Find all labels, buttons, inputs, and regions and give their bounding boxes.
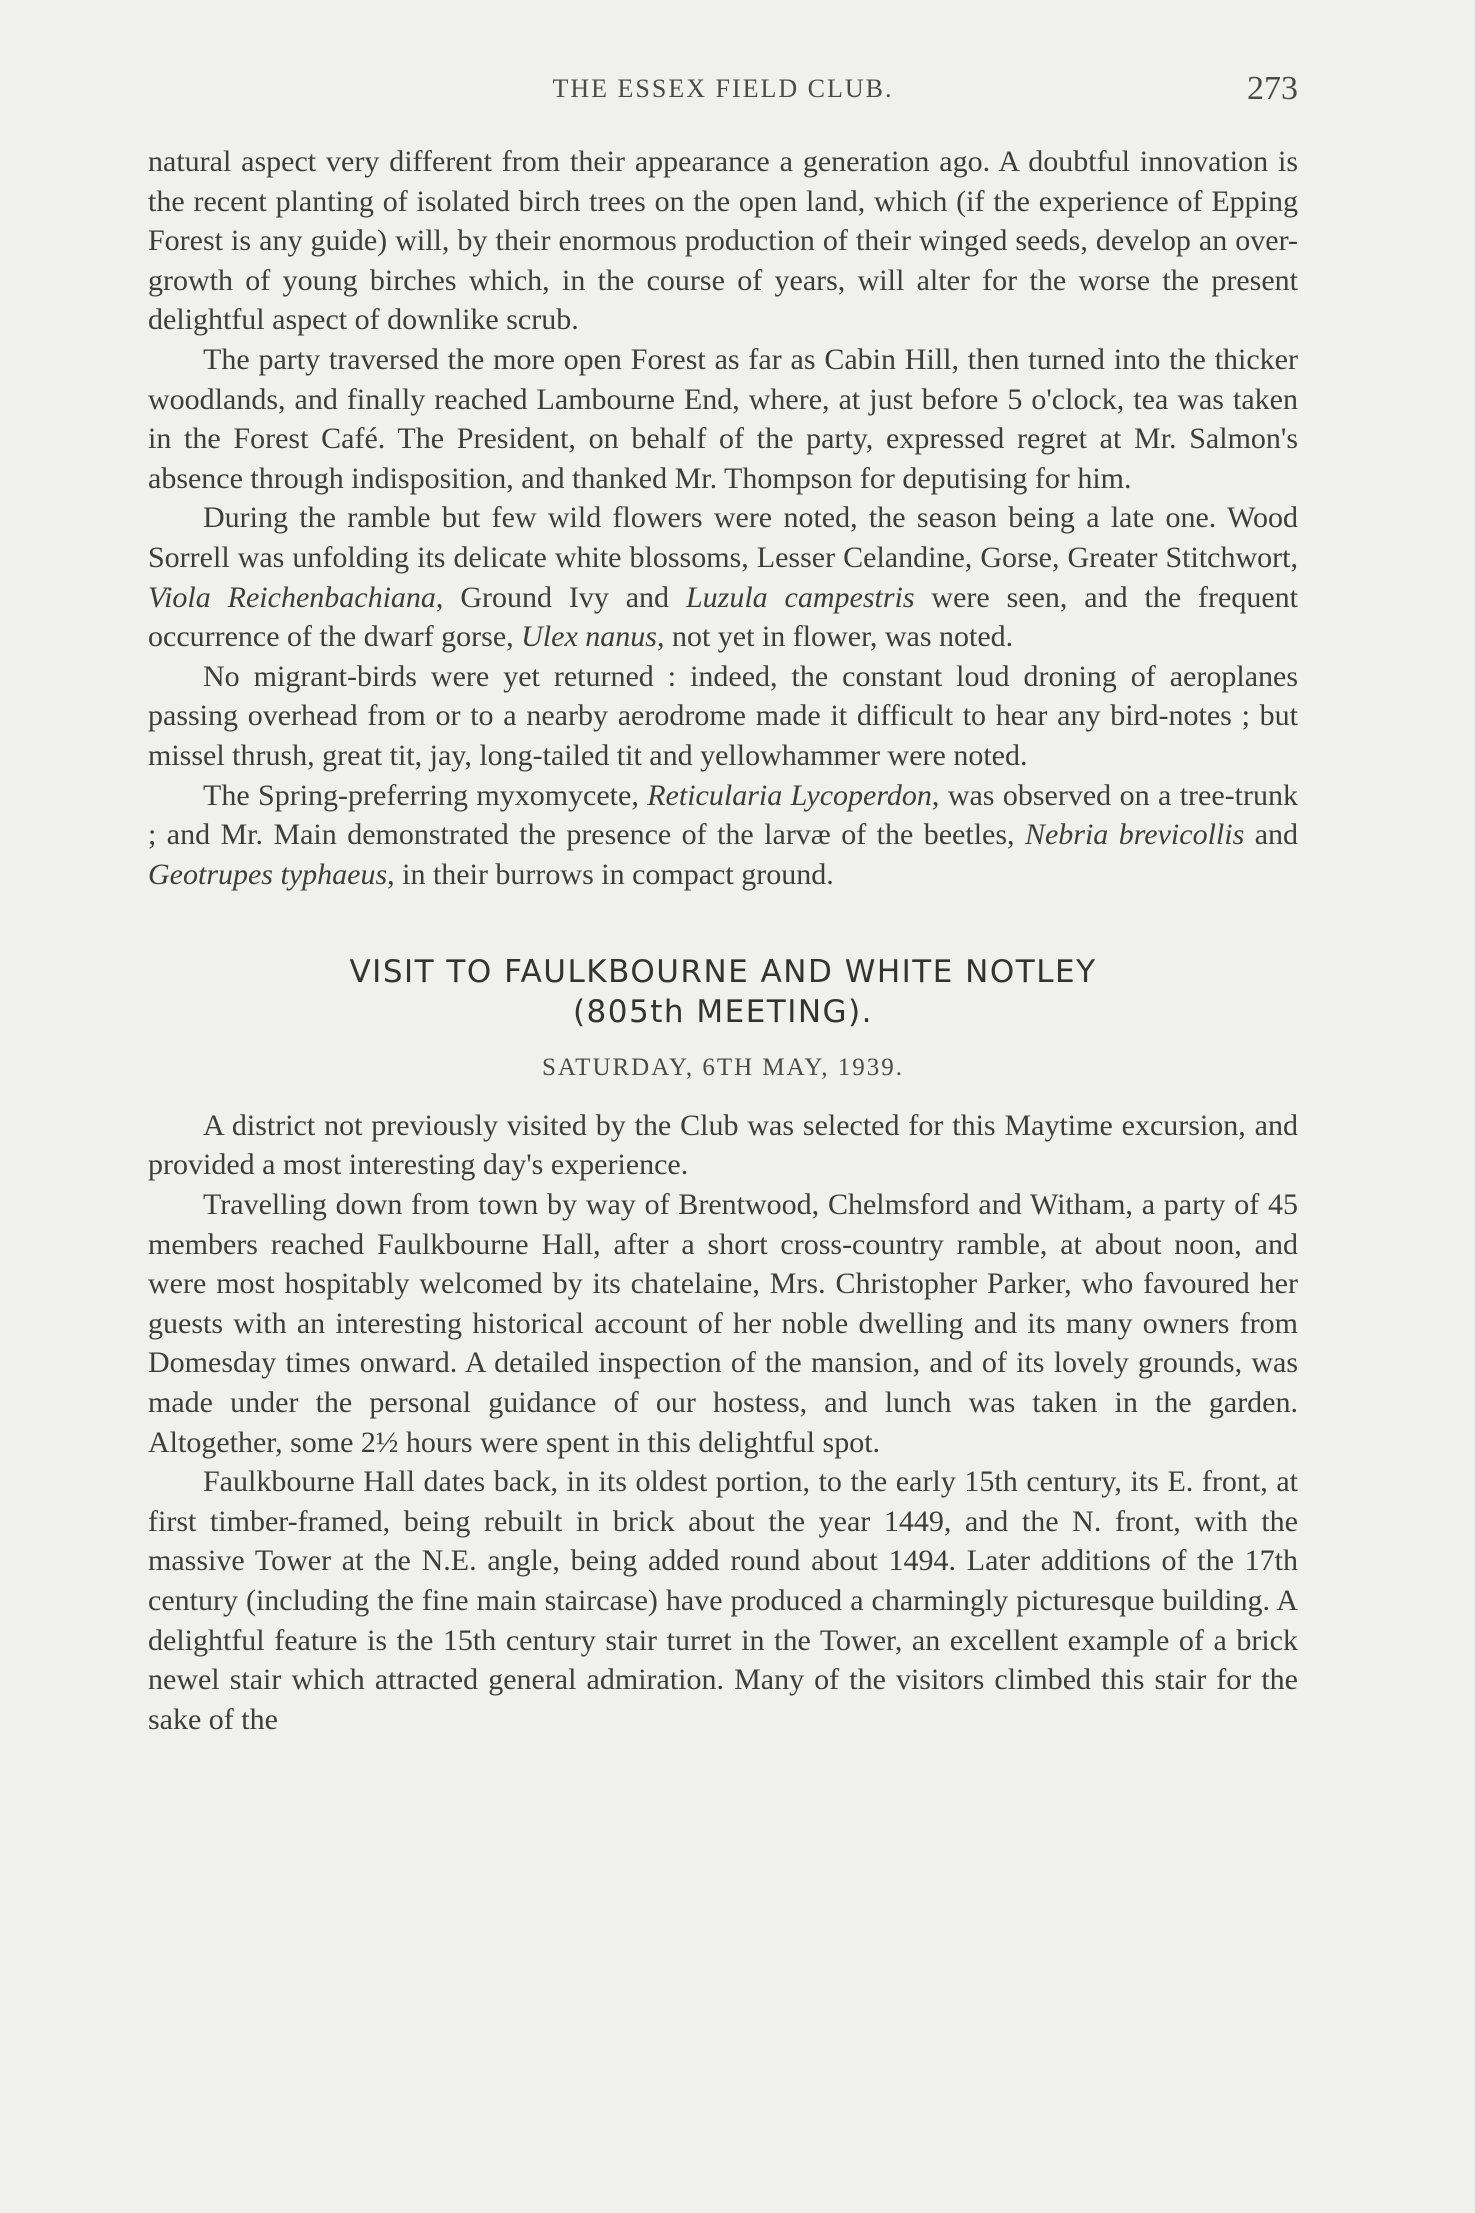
paragraph <box>148 142 1298 340</box>
paragraph-text: and <box>1244 818 1299 852</box>
section-heading <box>148 952 1298 1032</box>
paragraph-text: During the ramble but few wild flowers were noted, the season being a late one. Wood Sorrell was unfolding its delicate white blossoms, Lesser Celandine, Gorse, Greater Stitchwort, <box>148 501 1298 574</box>
paragraph-text: were seen, and the frequent occurrence of the dwarf gorse, <box>148 580 1298 654</box>
paragraph-text: , not yet in flower, was noted. <box>656 620 1014 654</box>
paragraph-text: , in their burrows in compact ground. <box>387 857 834 891</box>
species-name: Nebria brevicollis <box>1024 818 1245 852</box>
species-name: Reticularia Lycoperdon <box>647 778 932 812</box>
running-head <box>148 70 1298 110</box>
species-name: Ulex nanus <box>521 620 657 654</box>
section-heading-line: (805th MEETING). <box>572 994 874 1031</box>
paragraph-text: A district not previously visited by the Club was selected for this Maytime excursion, and provided a most interesting day's experience. <box>148 1108 1298 1182</box>
section-heading-line: VISIT TO FAULKBOURNE AND WHITE NOTLEY <box>349 954 1097 991</box>
paragraph <box>148 498 1298 656</box>
paragraph-text: , Ground Ivy and <box>435 580 686 614</box>
paragraph-text: , was observed on a tree-trunk ; and Mr. Main demonstrated the presence of the larvæ of the beetles, <box>148 778 1298 852</box>
paragraph-text: natural aspect very different from their appearance a generation ago. A doubtful innovation is the recent planting of isolated birch trees on the open land, which (if the experience of Epping Forest is any guide) will, by their enormous production of their winged seeds, develop an over-growth of young birches which, in the course of years, will alter for the worse the present delightful aspect of downlike scrub. <box>148 145 1298 337</box>
body-text <box>148 142 1298 1739</box>
paragraph <box>148 776 1298 895</box>
paragraph-text: No migrant-birds were yet returned : indeed, the constant loud droning of aeroplanes passing overhead from or to a nearby aerodrome made it difficult to hear any bird-notes ; but missel thrush, great tit, jay, long-tailed tit and yellowhammer were noted. <box>148 659 1298 772</box>
paragraph <box>148 657 1298 776</box>
running-title: THE ESSEX FIELD CLUB. <box>552 74 894 103</box>
page-number: 273 <box>1247 70 1298 107</box>
meeting-date: SATURDAY, 6TH MAY, 1939. <box>542 1054 904 1082</box>
paragraph <box>148 340 1298 498</box>
species-name: Luzula campestris <box>685 580 915 614</box>
paragraph <box>148 1106 1298 1185</box>
paragraph-text: The party traversed the more open Forest as far as Cabin Hill, then turned into the thicker woodlands, and finally reached Lambourne End, where, at just before 5 o'clock, tea was taken in the Forest Café. The President, on behalf of the party, expressed regret at Mr. Salmon's absence through indisposition, and thanked Mr. Thompson for deputising for him. <box>148 342 1298 495</box>
paragraph <box>148 1462 1298 1739</box>
paragraph <box>148 1185 1298 1462</box>
species-name: Viola Reichenbachiana <box>148 580 436 614</box>
paragraph-text: Faulkbourne Hall dates back, in its oldest portion, to the early 15th century, its E. front, at first timber-framed, being rebuilt in brick about the year 1449, and the N. front, with the massive Tower at the N.E. angle, being added round about 1494. Later additions of the 17th century (including the fine main staircase) have produced a charmingly picturesque building. A delightful feature is the 15th century stair turret in the Tower, an excellent example of a brick newel stair which attracted general admiration. Many of the visitors climbed this stair for the sake of the <box>148 1465 1298 1736</box>
species-name: Geotrupes typhaeus <box>148 857 388 891</box>
paragraph-text: Travelling down from town by way of Brentwood, Chelmsford and Witham, a party of 45 members reached Faulkbourne Hall, after a short cross-country ramble, at about noon, and were most hospitably welcomed by its chatelaine, Mrs. Christopher Parker, who favoured her guests with an interesting historical account of her noble dwelling and its many owners from Domesday times onward. A detailed inspection of the mansion, and of its lovely grounds, was made under the personal guidance of our hostess, and lunch was taken in the garden. Altogether, some 2½ hours were spent in this delightful spot. <box>148 1188 1298 1459</box>
paragraph-text: The Spring-preferring myxomycete, <box>203 778 648 812</box>
